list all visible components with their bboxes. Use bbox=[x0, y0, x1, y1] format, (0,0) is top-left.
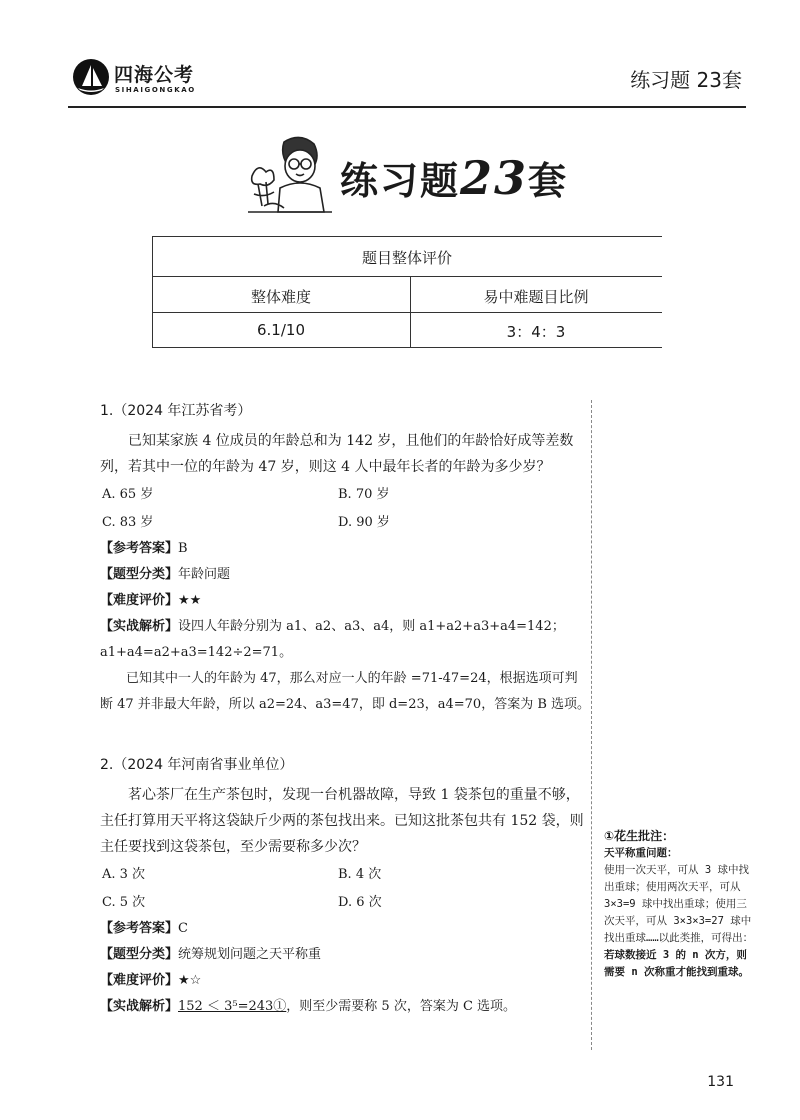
question-heading: 1.（2024 年江苏省考） bbox=[100, 403, 252, 419]
analysis-tag: 【实战解析】 bbox=[100, 999, 179, 1014]
sailboat-logo-icon bbox=[72, 58, 110, 96]
logo-text-en: SIHAIGONGKAO bbox=[115, 86, 196, 94]
evaluation-table bbox=[152, 236, 662, 348]
type-row bbox=[100, 942, 590, 968]
difficulty-row bbox=[100, 968, 590, 994]
type-tag: 【题型分类】 bbox=[100, 947, 179, 962]
difficulty-tag: 【难度评价】 bbox=[100, 593, 179, 608]
answer-value: B bbox=[178, 541, 188, 556]
annotation-heading: 天平称重问题： bbox=[604, 847, 678, 859]
option-c: C. 5 次 bbox=[102, 895, 146, 910]
annotation-title: ①花生批注： bbox=[604, 829, 675, 843]
table-heading: 题目整体评价 bbox=[361, 249, 452, 267]
difficulty-label: 整体难度 bbox=[250, 288, 311, 306]
table-rule bbox=[152, 312, 662, 313]
analysis-formula: 152 ＜ 3⁵=243① bbox=[178, 999, 287, 1014]
table-rule bbox=[152, 276, 662, 277]
annotation-body: 使用一次天平，可从 3 球中找出重球；使用两次天平，可从 3×3=9 球中找出重球；使用三次天平，可从 3×3×3=27 球中找出重球……以此类推，可得出： bbox=[604, 864, 754, 944]
table-rule bbox=[152, 236, 662, 237]
analysis-text: 设四人年龄分别为 a1、a2、a3、a4，则 a1+a2+a3+a4=142；a1+a4=a2+a3=142÷2=71。 bbox=[100, 619, 565, 660]
analysis-text: ，则至少需要称 5 次，答案为 C 选项。 bbox=[286, 999, 517, 1014]
header-divider bbox=[68, 106, 746, 108]
option-a: A. 65 岁 bbox=[102, 487, 154, 502]
title-prefix: 练习题 bbox=[340, 159, 461, 203]
difficulty-stars: ★★ bbox=[178, 593, 202, 608]
table-rule bbox=[152, 347, 662, 348]
answer-tag: 【参考答案】 bbox=[100, 541, 179, 556]
answer-row bbox=[100, 536, 590, 562]
margin-divider bbox=[591, 400, 592, 1050]
question-stem: 茗心茶厂在生产茶包时，发现一台机器故障，导致 1 袋茶包的重量不够，主任打算用天平将这袋缺斤少两的茶包找出来。已知这批茶包共有 152 袋，则主任要找到这袋茶包，至少需要称多少次？ bbox=[100, 787, 584, 855]
analysis-row bbox=[100, 614, 590, 666]
option-b: B. 4 次 bbox=[338, 867, 382, 882]
answer-value: C bbox=[178, 921, 188, 936]
side-annotation bbox=[604, 828, 754, 981]
page-number: 131 bbox=[707, 1074, 734, 1090]
page-title bbox=[340, 150, 568, 205]
brand-logo bbox=[72, 58, 232, 102]
option-c: C. 83 岁 bbox=[102, 515, 154, 530]
analysis-row bbox=[100, 994, 590, 1020]
analysis-tag: 【实战解析】 bbox=[100, 619, 179, 634]
options bbox=[100, 480, 590, 536]
option-a: A. 3 次 bbox=[102, 867, 146, 882]
title-suffix: 套 bbox=[528, 159, 569, 203]
section-title: 练习题 23套 bbox=[630, 68, 742, 92]
question-heading: 2.（2024 年河南省事业单位） bbox=[100, 757, 294, 773]
question-2 bbox=[100, 752, 590, 1020]
annotation-conclusion: 若球数接近 3 的 n 次方，则需要 n 次称重才能找到重球。 bbox=[604, 949, 749, 978]
option-b: B. 70 岁 bbox=[338, 487, 390, 502]
logo-text-cn: 四海公考 bbox=[114, 64, 195, 86]
difficulty-stars: ★☆ bbox=[178, 973, 202, 988]
answer-row bbox=[100, 916, 590, 942]
difficulty-value: 6.1/10 bbox=[257, 321, 305, 339]
difficulty-tag: 【难度评价】 bbox=[100, 973, 179, 988]
question-stem: 已知某家族 4 位成员的年龄总和为 142 岁，且他们的年龄恰好成等差数列，若其中一位的年龄为 47 岁，则这 4 人中最年长者的年龄为多少岁？ bbox=[100, 433, 574, 475]
ratio-label: 易中难题目比例 bbox=[483, 288, 589, 306]
question-1 bbox=[100, 398, 590, 718]
options bbox=[100, 860, 590, 916]
type-row bbox=[100, 562, 590, 588]
title-number: 23 bbox=[460, 151, 529, 205]
student-mascot-illustration bbox=[244, 132, 336, 224]
option-d: D. 90 岁 bbox=[338, 515, 390, 530]
type-tag: 【题型分类】 bbox=[100, 567, 179, 582]
type-value: 年龄问题 bbox=[178, 567, 231, 582]
answer-tag: 【参考答案】 bbox=[100, 921, 179, 936]
option-d: D. 6 次 bbox=[338, 895, 382, 910]
analysis-continued: 已知其中一人的年龄为 47，那么对应一人的年龄 =71-47=24，根据选项可判断 47 并非最大年龄，所以 a2=24、a3=47，即 d=23，a4=70，答案为 B 选项。 bbox=[100, 671, 591, 712]
type-value: 统筹规划问题之天平称重 bbox=[178, 947, 322, 962]
ratio-value: 3：4：3 bbox=[506, 323, 566, 341]
difficulty-row bbox=[100, 588, 590, 614]
